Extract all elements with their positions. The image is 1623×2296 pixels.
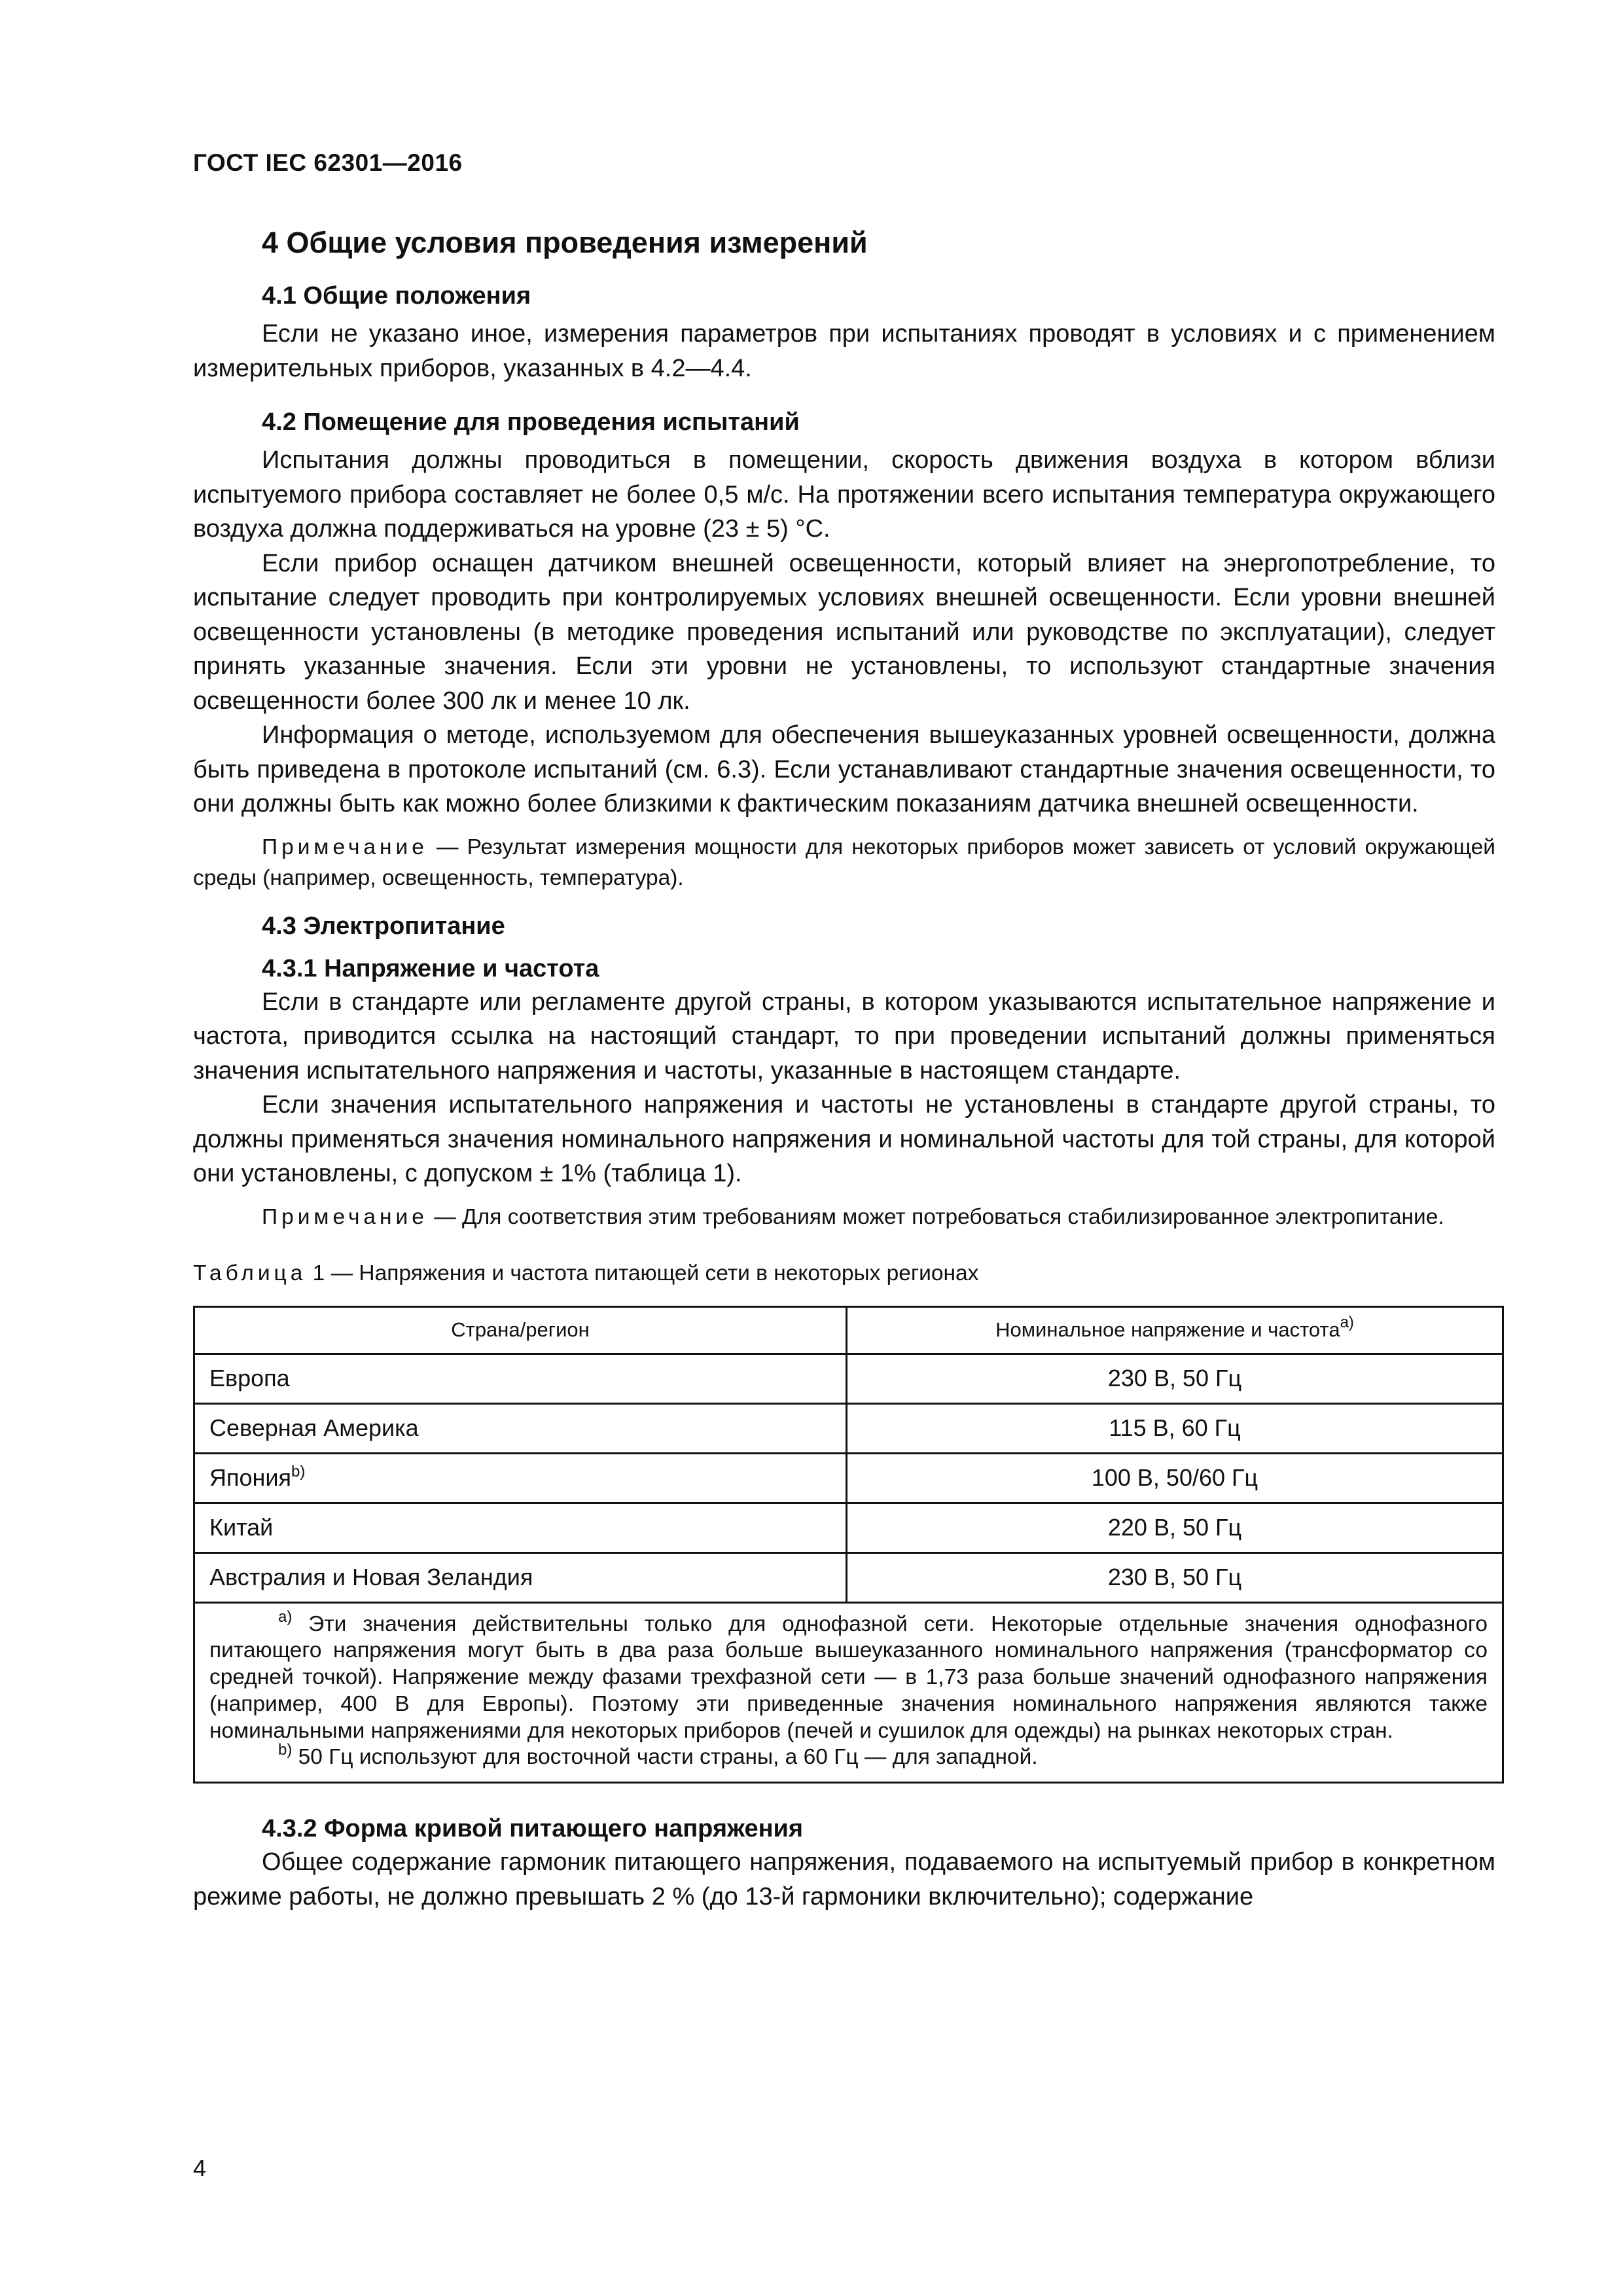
region-name: Европа: [209, 1365, 290, 1391]
region-cell: [194, 1453, 847, 1503]
page-number: 4: [193, 2155, 207, 2181]
voltage-cell: 115 В, 60 Гц: [847, 1403, 1503, 1453]
section-4-1-paragraph: Если не указано иное, измерения параметров при испытаниях проводят в условиях и с применением измерительных приборов, указанных в 4.2—4.4.: [193, 320, 1495, 382]
footnote-b: [209, 1741, 1488, 1771]
footnote-ref-a: a): [1340, 1314, 1354, 1331]
table-caption-label: Таблица: [193, 1261, 307, 1285]
table-row: [194, 1403, 1503, 1453]
voltage-cell: 220 В, 50 Гц: [847, 1503, 1503, 1552]
section-4-2-paragraph-1: Испытания должны проводиться в помещении, скорость движения воздуха в котором вблизи испытуемого прибора составляет не более 0,5 м/с. На протяжении всего испытания температура окружающего воздуха должна поддерживаться на уровне (23 ± 5) °С.: [193, 446, 1495, 543]
region-name: Австралия и Новая Зеландия: [209, 1564, 533, 1590]
section-4-2-paragraph-3: Информация о методе, используемом для обеспечения вышеуказанных уровней освещенности, должна быть приведена в протоколе испытаний (см. 6.3). Если устанавливают стандартные значения освещенности, то они должны быть как можно более близкими к фактическим показаниям датчика внешней освещенности.: [193, 721, 1495, 817]
section-4-3-2-title: 4.3.2 Форма кривой питающего напряжения: [262, 1815, 804, 1843]
section-4-2-paragraph-2: Если прибор оснащен датчиком внешней освещенности, который влияет на энергопотребление, то испытание следует проводить при контролируемых условиях внешней освещенности. Если уровни внешней освещенности установлены (в методике проведения испытаний или руководстве по эксплуатации), следует принять указанные значения. Если эти уровни не установлены, то используют стандартные значения освещенности более 300 лк и менее 10 лк.: [193, 549, 1495, 715]
footnote-a-mark: a): [278, 1607, 293, 1626]
section-4-3-1-title: 4.3.1 Напряжение и частота: [262, 954, 599, 982]
table-row: [194, 1503, 1503, 1552]
region-name: Япония: [209, 1464, 291, 1491]
column-header-voltage: [847, 1306, 1503, 1354]
column-header-region: Страна/регион: [194, 1306, 847, 1354]
note-label: Примечание: [262, 1204, 428, 1229]
region-cell: [194, 1503, 847, 1552]
voltage-cell: 100 В, 50/60 Гц: [847, 1453, 1503, 1503]
table-row: [194, 1453, 1503, 1503]
page-content: [193, 223, 1495, 1914]
footnote-b-text: 50 Гц используют для восточной части страны, а 60 Гц — для западной.: [292, 1745, 1038, 1770]
note-label: Примечание: [262, 834, 428, 859]
footnote-a: [209, 1607, 1488, 1745]
voltage-cell: 230 В, 50 Гц: [847, 1354, 1503, 1403]
region-name: Северная Америка: [209, 1414, 419, 1441]
region-name: Китай: [209, 1514, 274, 1541]
region-cell: [194, 1403, 847, 1453]
note-text: — Результат измерения мощности для некоторых приборов может зависеть от условий окружающей среды (например, освещенность, температура).: [193, 834, 1495, 890]
column-header-voltage-label: Номинальное напряжение и частота: [995, 1318, 1340, 1341]
voltage-cell: 230 В, 50 Гц: [847, 1552, 1503, 1602]
footnote-a-text: Эти значения действительны только для однофазной сети. Некоторые отдельные значения однофазного питающего напряжения могут быть в два раза больше вышеуказанного номинального напряжения (трансформатор со средней точкой). Напряжение между фазами трехфазной сети — в 1,73 раза больше значений однофазного напряжения (например, 400 В для Европы). Поэтому эти приведенные значения номинального напряжения являются также номинальными напряжениями для некоторых приборов (печей и сушилок для одежды) на рынках некоторых стран.: [209, 1611, 1488, 1743]
section-4-1-title: 4.1 Общие положения: [262, 282, 531, 310]
table-footnotes-row: [194, 1602, 1503, 1783]
section-4-3-title: 4.3 Электропитание: [262, 912, 505, 940]
table-1: [193, 1306, 1504, 1784]
note-text: — Для соответствия этим требованиям может потребоваться стабилизированное электропитание.: [427, 1204, 1444, 1229]
region-cell: [194, 1354, 847, 1403]
table-caption-text: 1 — Напряжения и частота питающей сети в некоторых регионах: [306, 1261, 979, 1285]
section-4-2-title: 4.2 Помещение для проведения испытаний: [262, 408, 800, 436]
table-row: [194, 1552, 1503, 1602]
section-4-3-1-paragraph-2: Если значения испытательного напряжения и частоты не установлены в стандарте другой страны, то должны применяться значения номинального напряжения и номинальной частоты для той страны, для которой они установлены, с допуском ± 1% (таблица 1).: [193, 1091, 1495, 1187]
section-4-title: 4 Общие условия проведения измерений: [262, 226, 868, 259]
table-header-row: [194, 1306, 1503, 1354]
region-cell: [194, 1552, 847, 1602]
region-footnote-ref: b): [291, 1463, 306, 1480]
table-footnotes: [194, 1602, 1503, 1783]
section-4-3-1-paragraph-1: Если в стандарте или регламенте другой страны, в котором указываются испытательное напряжение и частота, приводится ссылка на настоящий стандарт, то при проведении испытаний должны применяться значения испытательного напряжения и частоты, указанные в настоящем стандарте.: [193, 988, 1495, 1085]
footnote-b-mark: b): [278, 1741, 293, 1759]
section-4-2-note: [193, 832, 1495, 893]
table-1-caption: [193, 1259, 1495, 1289]
table-row: [194, 1354, 1503, 1403]
section-4-3-2-paragraph: Общее содержание гармоник питающего напряжения, подаваемого на испытуемый прибор в конкретном режиме работы, не должно превышать 2 % (до 13-й гармоники включительно); содержание: [193, 1848, 1495, 1910]
section-4-3-1-note: [193, 1202, 1495, 1232]
document-id: ГОСТ IEC 62301—2016: [193, 149, 463, 176]
